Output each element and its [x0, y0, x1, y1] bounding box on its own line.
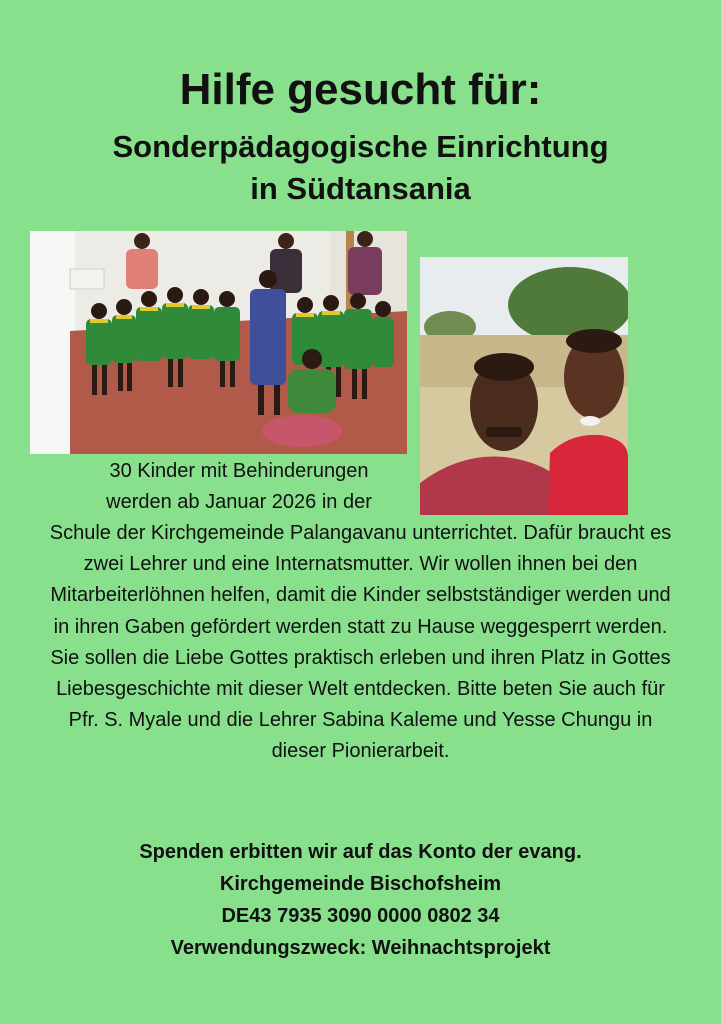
intro-line-2: werden ab Januar 2026 in der: [106, 491, 372, 513]
group-photo-icon: [30, 231, 407, 454]
group-photo: [30, 231, 407, 454]
donation-purpose: Verwendungszweck: Weihnachtsprojekt: [170, 937, 551, 959]
subtitle-line-2: in Südtansania: [250, 171, 471, 206]
page-title: Hilfe gesucht für:: [179, 65, 542, 114]
donation-line-1: Spenden erbitten wir auf das Konto der evang.: [139, 841, 582, 863]
page-subtitle: [0, 126, 721, 210]
selfie-photo: [420, 257, 628, 515]
donation-block: [0, 836, 721, 964]
intro-line-1: 30 Kinder mit Behinderungen: [109, 460, 369, 482]
body-paragraph: Schule der Kirchgemeinde Palangavanu unterrichtet. Dafür braucht es zwei Lehrer und eine Internatsmutter. Wir wollen ihnen bei den Mitarbeiterlöhnen helfen, damit die Kinder selbstständiger werden und in ihren Gaben gefördert werden statt zu Hause weggesperrt werden. Sie sollen die Liebe Gottes praktisch erleben und ihren Platz in Gottes Liebesgeschichte mit dieser Welt entdecken. Bitte beten Sie auch für Pfr. S. Myale und die Lehrer Sabina Kaleme und Yesse Chungu in dieser Pionierarbeit.: [49, 522, 672, 763]
selfie-photo-icon: [420, 257, 628, 515]
donation-line-2: Kirchgemeinde Bischofsheim: [219, 873, 502, 895]
donation-iban: DE43 7935 3090 0000 0802 34: [221, 905, 500, 927]
subtitle-line-1: Sonderpädagogische Einrichtung: [112, 129, 609, 164]
